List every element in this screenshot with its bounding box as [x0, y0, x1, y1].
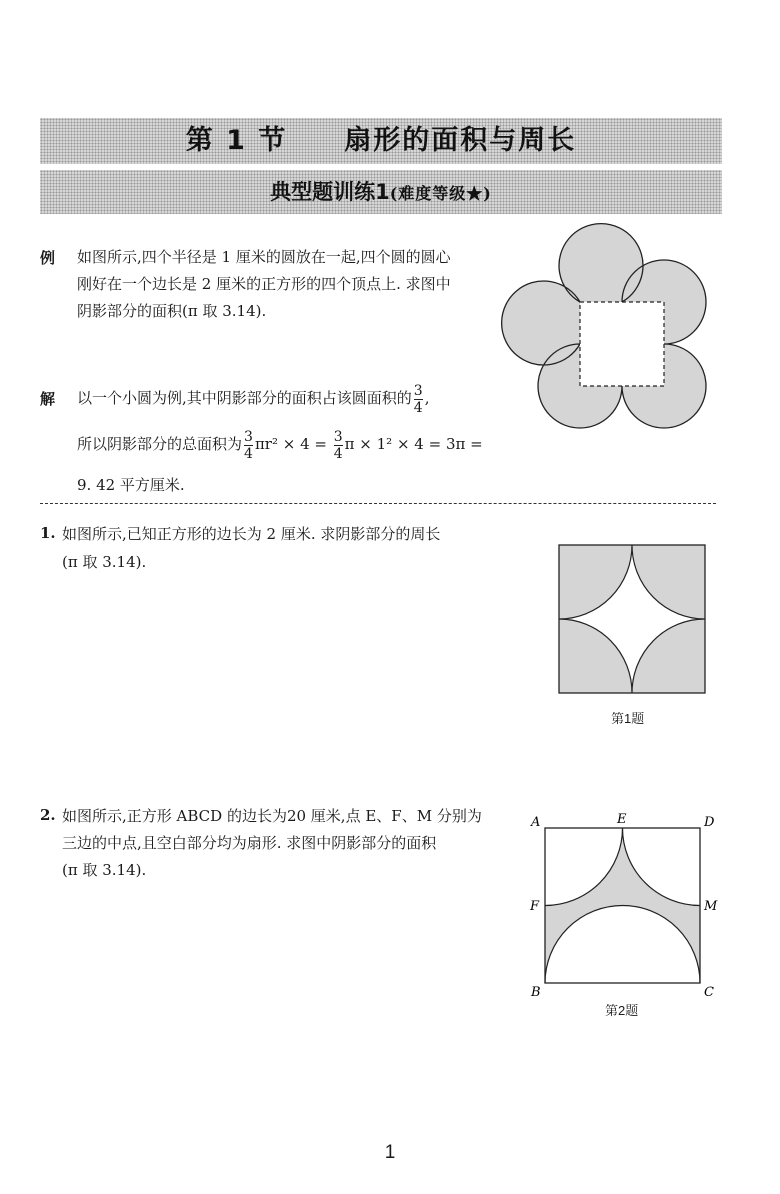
section-title-part2: 节 [258, 125, 288, 156]
solution-line-1 [77, 378, 429, 418]
point-label-b: B [531, 985, 541, 1000]
solution-line-2 [77, 424, 483, 464]
q2-caption: 第2题 [605, 1003, 639, 1018]
fraction-numerator: 3 [413, 382, 423, 399]
solution-line-1-text: 以一个小圆为例,其中阴影部分的面积占该圆面积的 [77, 389, 412, 407]
point-label-m: M [704, 899, 718, 914]
section-divider [40, 503, 716, 504]
page-number: 1 [384, 1142, 396, 1163]
fraction-three-quarters [414, 383, 423, 416]
solution-label: 解 [40, 390, 56, 408]
solution-line-2-text: 所以阴影部分的总面积为 [77, 435, 243, 453]
point-label-a: A [531, 815, 541, 830]
example-line-1: 如图所示,四个半径是 1 厘米的圆放在一起,四个圆的圆心 [77, 248, 451, 266]
q2-line-1: 如图所示,正方形 ABCD 的边长为20 厘米,点 E、F、M 分别为 [62, 807, 482, 825]
fraction-numerator: 3 [244, 428, 253, 445]
point-label-f: F [530, 899, 540, 914]
fraction-numerator: 3 [333, 428, 343, 445]
solution-formula-1: πr² × 4 = [254, 435, 327, 453]
q1-figure [559, 545, 705, 693]
q2-line-2: 三边的中点,且空白部分均为扇形. 求图中阴影部分的面积 [62, 834, 437, 852]
section-number: 1 [226, 125, 247, 156]
example-line-2: 刚好在一个边长是 2 厘米的正方形的四个顶点上. 求图中 [77, 275, 451, 293]
solution-formula-2: π × 1² × 4 = 3π = [344, 435, 483, 453]
q1-caption: 第1题 [611, 711, 645, 726]
fraction-denominator: 4 [244, 445, 253, 462]
q2-square-figure [545, 828, 700, 983]
section-name: 扇形的面积与周长 [344, 125, 577, 156]
section-title [40, 118, 722, 164]
q2-label: 2. [40, 806, 56, 824]
subsection-label: 典型题训练 [270, 179, 376, 204]
section-title-part1: 第 [185, 125, 215, 156]
q2-line-3: (π 取 3.14). [62, 861, 147, 879]
q1-line-2: (π 取 3.14). [62, 553, 147, 571]
point-label-c: C [704, 985, 714, 1000]
example-line-3: 阴影部分的面积(π 取 3.14). [77, 302, 267, 320]
example-figure [530, 255, 710, 415]
fraction-three-quarters [334, 429, 343, 462]
inner-square [580, 302, 664, 386]
fraction-denominator: 4 [333, 445, 343, 462]
q1-label: 1. [40, 524, 56, 542]
solution-line-3: 9. 42 平方厘米. [77, 476, 185, 494]
example-label: 例 [40, 249, 56, 267]
point-label-d: D [704, 815, 715, 830]
subsection-number: 1 [375, 180, 390, 204]
fraction-denominator: 4 [413, 399, 423, 416]
subsection-title [40, 170, 722, 214]
solution-line-1-end: , [424, 389, 430, 407]
difficulty-label: (难度等级★) [389, 184, 492, 203]
q2-figure [520, 808, 730, 998]
q1-line-1: 如图所示,已知正方形的边长为 2 厘米. 求阴影部分的周长 [62, 525, 441, 543]
fraction-three-quarters [244, 429, 253, 462]
point-label-e: E [617, 812, 627, 827]
